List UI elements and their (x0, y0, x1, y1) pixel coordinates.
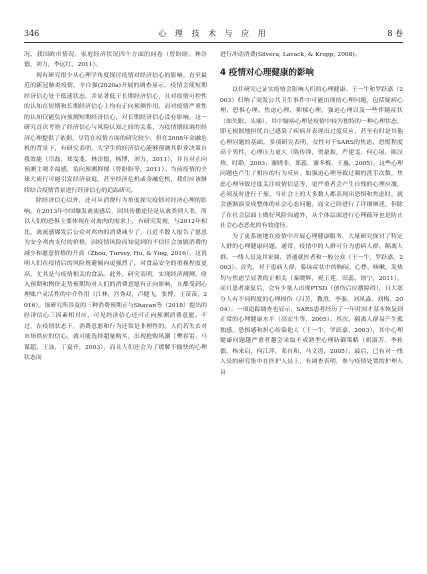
paragraph: 以往研究已证实疫情会影响人们的心理健康。王一牛和罗跃嘉（2003）归纳了突发公共卫生事件中可能出现的心理问题，包括疑病心理、恐惧心理、焦虑心理、抑郁心理、强迫心理以及一些伴随症状（如失眠、头痛），其中疑病心理是疫情中较为独特的一种心理状态，即无根据地担忧自己感染了疾病并表现出过度反应，甚至有时是其他心理问题的基础。多项研究表明，女性对于SARS的焦虑、恐慌程度高于男性，心理压力更大（陈传锋，贺豪振，严建雯，何心展，陈汉珍，时勘，2003；谢晓非，郑蕊，谢冬梅，王惠，2005）。这些心理问题也产生了相应的行为反应，如强迫心理导致过频的洗手次数，焦虑心理导致过度关注疫情信息等，更严重者会产生自残的心理应激，必须及时进行干预。当社会上的大多数人都表现出恐惧和焦虑时，就会逐渐演变成整体的社会心态问题，而文已经进行了详细阐述，但除了在社会层面上做好风险沟通外，从个体层面进行心理疏导也是防止社会心态恶化的有效途径。 (220, 86, 403, 230)
right-column (220, 50, 403, 378)
journal-title: 心 理 技 术 与 应 用 (158, 29, 269, 38)
paragraph: 为了更系统地在疫情中开展心理健康服务，大量研究探讨了特定人群的心理健康问题。通常，疫情中的人群可分为患病人群、隔离人群、一线人员及其家属、普通就医者和一般公众（王一牛，罗跃嘉，2003）。首先，对于患病人群，临床症状中的胸闷、心悸、咳嗽、发热均与焦虑呈显著的正相关（秦晓辉，祝玉莲，田蕊，徐宁，2011），而且患者康复后，会有少量人出现PTSD（创伤后应激障碍），且大部分人有不同程度的心理损伤（吕芳，教澄，李秦，刘凤淼，刘梅，2004）；一项追踪调查也显示，SARS患者经历了一年时间才基本恢复到正常的心理健康水平（高宏生等，2005）。其次，隔离人群易产生孤独感、恐惧感和担心传染他人（王一牛，罗跃嘉，2003），其中心理健康问题越严重者越会采取不成熟型心理防御策略（胡淑芳，李桂德，杨来启，何江萍，邓自和，马文涛，2005）。最后，已有对一线人员的研究集中在医护人员上，有调查表明，参与疫情处置的护理人员 (220, 232, 403, 376)
paragraph: 况、我国欧市情况、家庭经济状况四个方面的问卷（曾盼盼，林崇德，刘力，李远红，2011）。 (24, 51, 207, 69)
paragraph: 现有研究很少从心理学角度探讨疫情对经济信心的影响。直至最近的新冠肺炎疫情，辛自强(2020a)开展的调查显示，疫情会使短期经济信心处于低迷状态，并显著低于长期经济信心，且对疫情可控性的认知在短期和长期经济信心上均有正向预测作用，而对疫情严重性的认知仅能负向预测短期经济信心，对长期经济信心没有影响。这一研究首次考察了经济信心与风险认知之间的关系，为疫情期间调控经济心理提供了依据。尽管在疫情方面的研究较少，但在2008年金融危机的背景下，有研究表明，大学生的经济信心能够预测其职业决策自我效能（邝磊，郑雯斐，林崇德，杨博，刘力，2011），并且对正向预测主观幸福感，负向预测抑郁（曾盼盼等，2011）。当前疫情的全球大流行可能引发经济衰退，甚至经济危机或金融危机，我们应该继续结合疫情背景进行经济信心的追踪研究。 (24, 71, 207, 194)
paragraph: 进行冲动消费(Silvera, Lavack, & Kropp, 2008)。 (220, 51, 361, 58)
left-column (24, 50, 207, 364)
page-number: 346 (24, 29, 40, 38)
volume-label: 8 卷 (387, 29, 403, 38)
section-heading: 4 疫情对心理健康的影响 (220, 68, 314, 79)
running-header (24, 28, 403, 40)
paragraph: 除经济信心以外，还可从消费行为角度探究疫情对经济心理的影响。在2013年中国爆发禽流感后，因其传播途径是从禽类到人类，所以人们的恐惧主要体现在对禽肉的需求上，有研究发现，与2012年相比，禽流感爆发后公众对鸡肉的消费减少了，且近半数人报告了愿意为安全鸡肉支付的价格，因疫情风险而知觉到的不信任会加剧消费的减少和愿意价格的升高（Zhou, Turvey, Hu, & Ying, 2016）。这说明人们在疫情后的风险规避倾向更强烈了，对食品安全的重视程度更高，尤其是与疫情相关的食品。此外，研究表明，实现经济测测、收入预期和物价走势预期均对人们的消费意愿有正向影响，且都受到心理账户灵活性的中介作用（江林，宫秀双，卢健飞，张博，王苗苗，2016）。该研究所涉及的三种消费预期正与Shayan等（2018）提出的经济信心三因素相对应，可见经济信心还可正向预测消费意愿。不过，在疫情状态下，消费意愿和行为还常是非理性的。人们若失去对市场供应的信心，就可能选择超量购买，出现抢购风潮（樊春雷，马谋超，王詠，丁夏齐，2003），而且人们还会为了缓解不愉快的心理状态而 (24, 197, 207, 362)
header-rule (24, 42, 403, 43)
